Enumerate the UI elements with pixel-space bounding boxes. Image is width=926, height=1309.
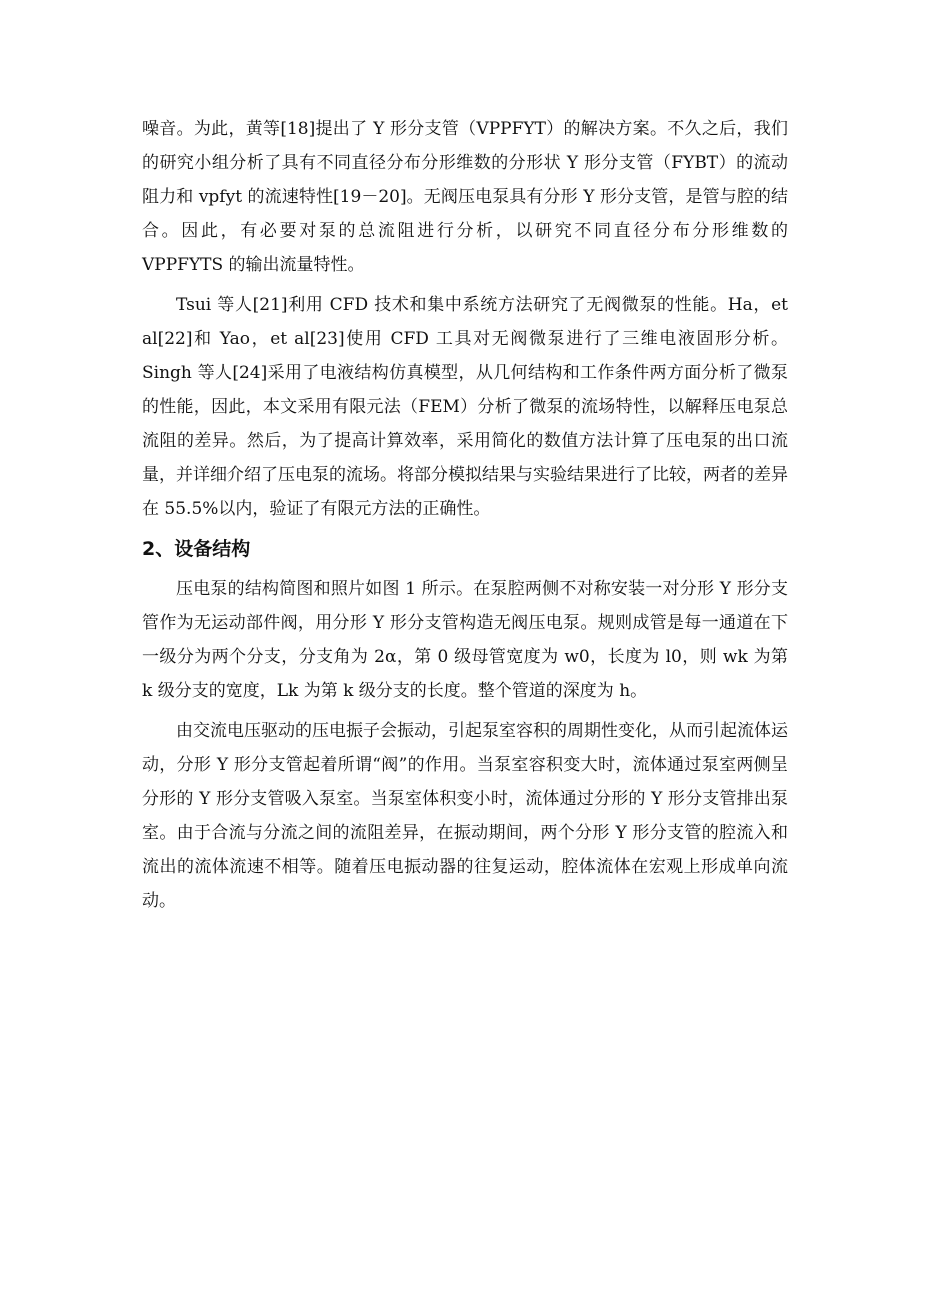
paragraph-structure: 压电泵的结构简图和照片如图 1 所示。在泵腔两侧不对称安装一对分形 Y 形分支管作为无运动部件阀，用分形 Y 形分支管构造无阀压电泵。规则成管是每一通道在下一级分为两个分支，分支角为 2α，第 0 级母管宽度为 w0，长度为 l0，则 wk 为第 k 级分支的宽度，Lk 为第 k 级分支的长度。整个管道的深度为 h。 [142, 579, 788, 701]
paragraph-related-work: Tsui 等人[21]利用 CFD 技术和集中系统方法研究了无阀微泵的性能。Ha，et al[22]和 Yao，et al[23]使用 CFD 工具对无阀微泵进行了三维电液固形分析。Singh 等人[24]采用了电液结构仿真模型，从几何结构和工作条件两方面分析了微泵的性能，因此，本文采用有限元法（FEM）分析了微泵的流场特性，以解释压电泵总流阻的差异。然后，为了提高计算效率，采用简化的数值方法计算了压电泵的出口流量，并详细介绍了压电泵的流场。将部分模拟结果与实验结果进行了比较，两者的差异在 55.5%以内，验证了有限元方法的正确性。 [142, 295, 788, 519]
paragraph-intro-continuation: 噪音。为此，黄等[18]提出了 Y 形分支管（VPPFYT）的解决方案。不久之后，我们的研究小组分析了具有不同直径分布分形维数的分形状 Y 形分支管（FYBT）的流动阻力和 vpfyt 的流速特性[19－20]。无阀压电泵具有分形 Y 形分支管，是管与腔的结合。因此，有必要对泵的总流阻进行分析，以研究不同直径分布分形维数的 VPPFYTS 的输出流量特性。 [142, 119, 788, 275]
paragraph-working-principle: 由交流电压驱动的压电振子会振动，引起泵室容积的周期性变化，从而引起流体运动，分形 Y 形分支管起着所谓“阀”的作用。当泵室容积变大时，流体通过泵室两侧呈分形的 Y 形分支管吸入泵室。当泵室体积变小时，流体通过分形的 Y 形分支管排出泵室。由于合流与分流之间的流阻差异，在振动期间，两个分形 Y 形分支管的腔流入和流出的流体流速不相等。随着压电振动器的往复运动，腔体流体在宏观上形成单向流动。 [142, 721, 788, 911]
document-page [142, 112, 788, 924]
section-heading: 2、设备结构 [142, 538, 251, 560]
